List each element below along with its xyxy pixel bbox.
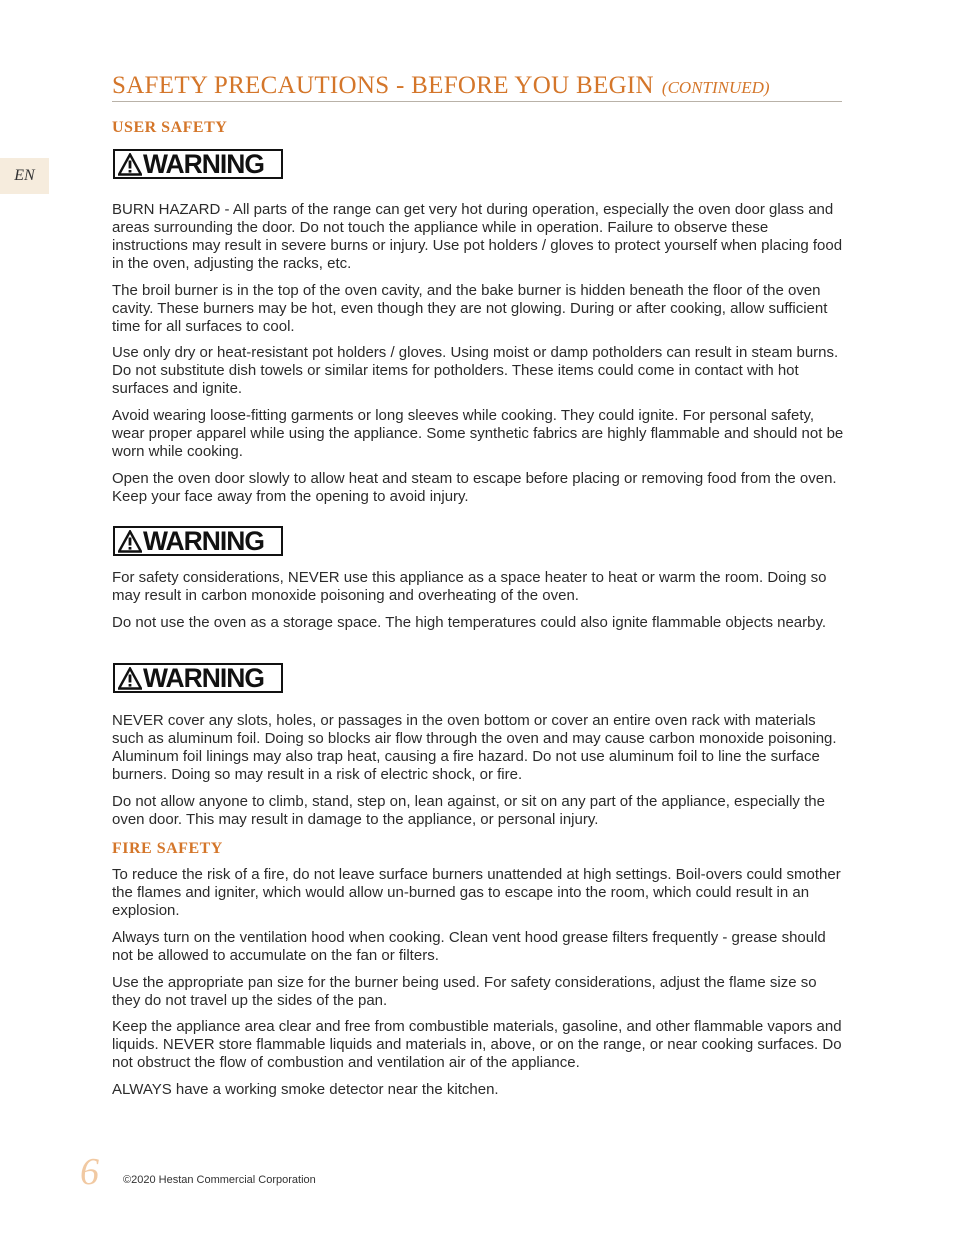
warning-label-text: WARNING [143, 148, 265, 179]
warning-label-2 [113, 526, 283, 556]
paragraph: To reduce the risk of a fire, do not leave surface burners unattended at high settings. Boil-overs could smother the flames and igniter, which would allow un-burned gas to escape into the room, which could result in an explosion. [112, 866, 841, 919]
user-safety-heading: USER SAFETY [112, 119, 228, 136]
paragraph: The broil burner is in the top of the oven cavity, and the bake burner is hidden beneath the floor of the oven cavity. These burners may be hot, even though they are not glowing. During or after cooking, allow sufficient time for all surfaces to cool. [112, 282, 828, 335]
title-continued: (CONTINUED) [661, 78, 770, 97]
warning-label-text: WARNING [143, 662, 265, 693]
paragraph: Always turn on the ventilation hood when cooking. Clean vent hood grease filters frequently - grease should not be allowed to accumulate on the fan or filters. [112, 929, 826, 964]
paragraph: Avoid wearing loose-fitting garments or long sleeves while cooking. They could ignite. For personal safety, wear proper apparel while using the appliance. Some synthetic fabrics are highly flammable and should not be worn while cooking. [112, 407, 844, 460]
page-number: 6 [80, 1151, 99, 1193]
fire-safety-heading: FIRE SAFETY [112, 840, 223, 857]
paragraph: ALWAYS have a working smoke detector near the kitchen. [112, 1081, 499, 1098]
warning-triangle-icon [118, 530, 142, 553]
paragraph: Use the appropriate pan size for the burner being used. For safety considerations, adjust the flame size so they do not travel up the sides of the pan. [112, 974, 817, 1009]
warning-label-1 [113, 149, 283, 179]
copyright-text: ©2020 Hestan Commercial Corporation [123, 1174, 316, 1186]
paragraph: Use only dry or heat-resistant pot holders / gloves. Using moist or damp potholders can result in steam burns. Do not substitute dish towels or similar items for potholders. These items could come in contact with hot surfaces and ignite. [112, 344, 839, 397]
paragraph: Keep the appliance area clear and free from combustible materials, gasoline, and other flammable vapors and liquids. NEVER store flammable liquids and materials in, above, or on the range, or near cooking surfaces. Do not obstruct the flow of combustion and ventilation air of the appliance. [112, 1018, 842, 1071]
paragraph: NEVER cover any slots, holes, or passages in the oven bottom or cover an entire oven rack with materials such as aluminum foil. Doing so blocks air flow through the oven and may cause carbon monoxide poisoning. Aluminum foil linings may also trap heat, causing a fire hazard. Do not use aluminum foil to line the surface burners. Doing so may result in a risk of electric shock, or fire. [112, 712, 837, 783]
paragraph: BURN HAZARD - All parts of the range can get very hot during operation, especially the oven door glass and areas surrounding the door. Do not touch the appliance while in operation. Failure to observe these instructions may result in severe burns or injury. Use pot holders / gloves to protect yourself when placing food in the oven, adjusting the racks, etc. [112, 201, 843, 272]
paragraph: Do not allow anyone to climb, stand, step on, lean against, or sit on any part of the appliance, especially the oven door. This may result in damage to the appliance, or personal injury. [112, 793, 825, 828]
paragraph: Do not use the oven as a storage space. The high temperatures could also ignite flammable objects nearby. [112, 614, 827, 631]
paragraph: Open the oven door slowly to allow heat and steam to escape before placing or removing food from the oven. Keep your face away from the opening to avoid injury. [112, 470, 837, 505]
warning-label-text: WARNING [143, 525, 265, 556]
warning-triangle-icon [118, 667, 142, 690]
language-tab: EN [0, 158, 49, 194]
warning-triangle-icon [118, 153, 142, 176]
title-text: SAFETY PRECAUTIONS - BEFORE YOU BEGIN [112, 72, 654, 99]
paragraph: For safety considerations, NEVER use this appliance as a space heater to heat or warm the room. Doing so may result in carbon monoxide poisoning and overheating of the oven. [112, 569, 827, 604]
warning-label-3 [113, 663, 283, 693]
page-title [112, 72, 842, 102]
